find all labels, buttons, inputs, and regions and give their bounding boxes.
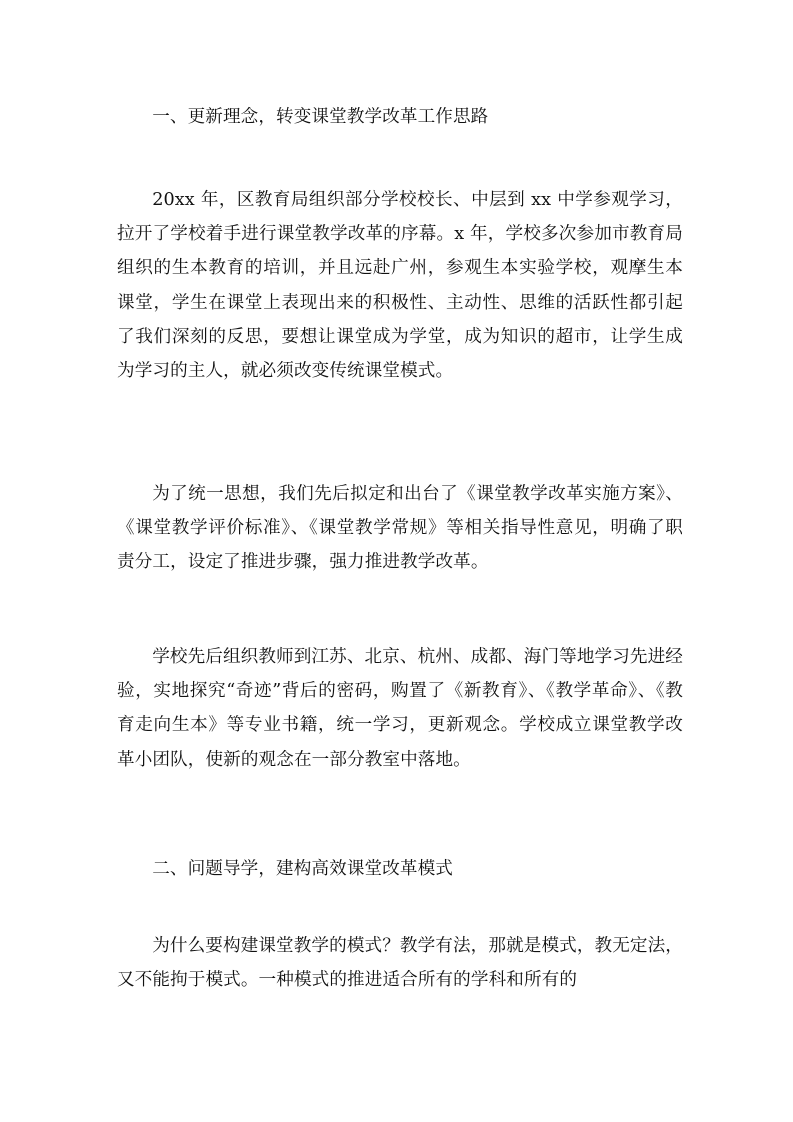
paragraph-2: 为了统一思想，我们先后拟定和出台了《课堂教学改革实施方案》、《课堂教学评价标准》、《课堂教学常规》等相关指导性意见，明确了职责分工，设定了推进步骤，强力推进教学改革。 bbox=[117, 484, 683, 573]
section-heading-2: 二、问题导学，建构高效课堂改革模式 bbox=[152, 859, 453, 879]
section-heading-1: 一、更新理念，转变课堂教学改革工作思路 bbox=[152, 107, 489, 127]
paragraph-1: 20xx 年，区教育局组织部分学校校长、中层到 xx 中学参观学习，拉开了学校着手进行课堂教学改革的序幕。x 年，学校多次参加市教育局组织的生本教育的培训，并且远赴广州，参观生本实验学校，观摩生本课堂，学生在课堂上表现出来的积极性、主动性、思维的活跃性都引起了我们深刻的反思，要想让课堂成为学堂，成为知识的超市，让学生成为学习的主人，就必须改变传统课堂模式。 bbox=[117, 190, 683, 382]
paragraph-3: 学校先后组织教师到江苏、北京、杭州、成都、海门等地学习先进经验，实地探究“奇迹”背后的密码，购置了《新教育》、《教学革命》、《教育走向生本》等专业书籍，统一学习，更新观念。学校成立课堂教学改革小团队，使新的观念在一部分教室中落地。 bbox=[117, 647, 684, 770]
paragraph-4: 为什么要构建课堂教学的模式？教学有法，那就是模式，教无定法，又不能拘于模式。一种模式的推进适合所有的学科和所有的 bbox=[117, 936, 684, 991]
